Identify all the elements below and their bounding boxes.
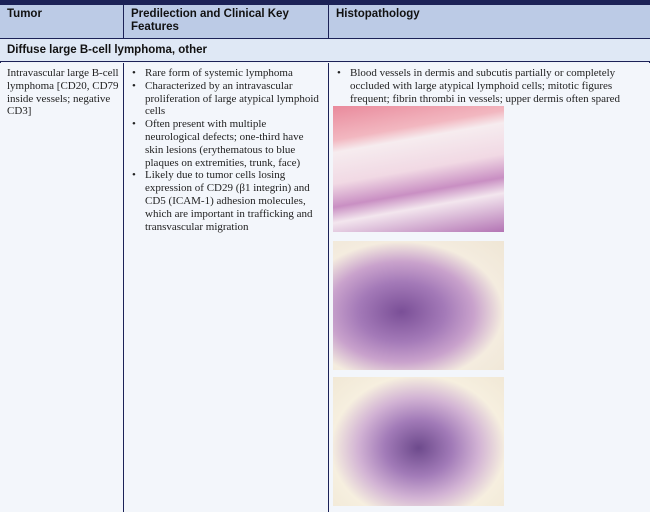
feature-item: • Often present with multiple neurological defects; one-third have skin lesions (erythematous to blue plaques on extremities, trunk, face) [145, 118, 321, 169]
header-tumor: Tumor [7, 8, 42, 20]
histology-image-low-power [333, 106, 504, 232]
histopathology-item: • Blood vessels in dermis and subcutis partially or completely occluded with large atypical lymphoid cells; mitotic figures frequent; fibrin thrombi in vessels; upper dermis often spared [350, 67, 644, 105]
table-row [0, 63, 650, 512]
divider [328, 63, 329, 512]
divider [123, 63, 124, 512]
histology-image-vessel-2 [333, 377, 504, 506]
feature-item: • Characterized by an intravascular proliferation of large atypical lymphoid cells [145, 80, 321, 118]
table-header [0, 5, 650, 39]
section-title: Diffuse large B-cell lymphoma, other [0, 39, 650, 62]
histopathology-cell [336, 67, 644, 105]
divider [328, 5, 329, 39]
features-cell [131, 67, 321, 233]
tumor-cell: Intravascular large B-cell lymphoma [CD20, CD79 inside vessels; negative CD3] [7, 67, 119, 118]
feature-item: • Rare form of systemic lymphoma [145, 67, 321, 80]
header-features: Predilection and Clinical Key Features [131, 8, 289, 33]
histology-image-vessel-1 [333, 241, 504, 370]
divider [123, 5, 124, 39]
header-histopathology: Histopathology [336, 8, 420, 20]
feature-item: • Likely due to tumor cells losing expression of CD29 (β1 integrin) and CD5 (ICAM-1) adhesion molecules, which are important in trafficking and transvascular migration [145, 169, 321, 233]
